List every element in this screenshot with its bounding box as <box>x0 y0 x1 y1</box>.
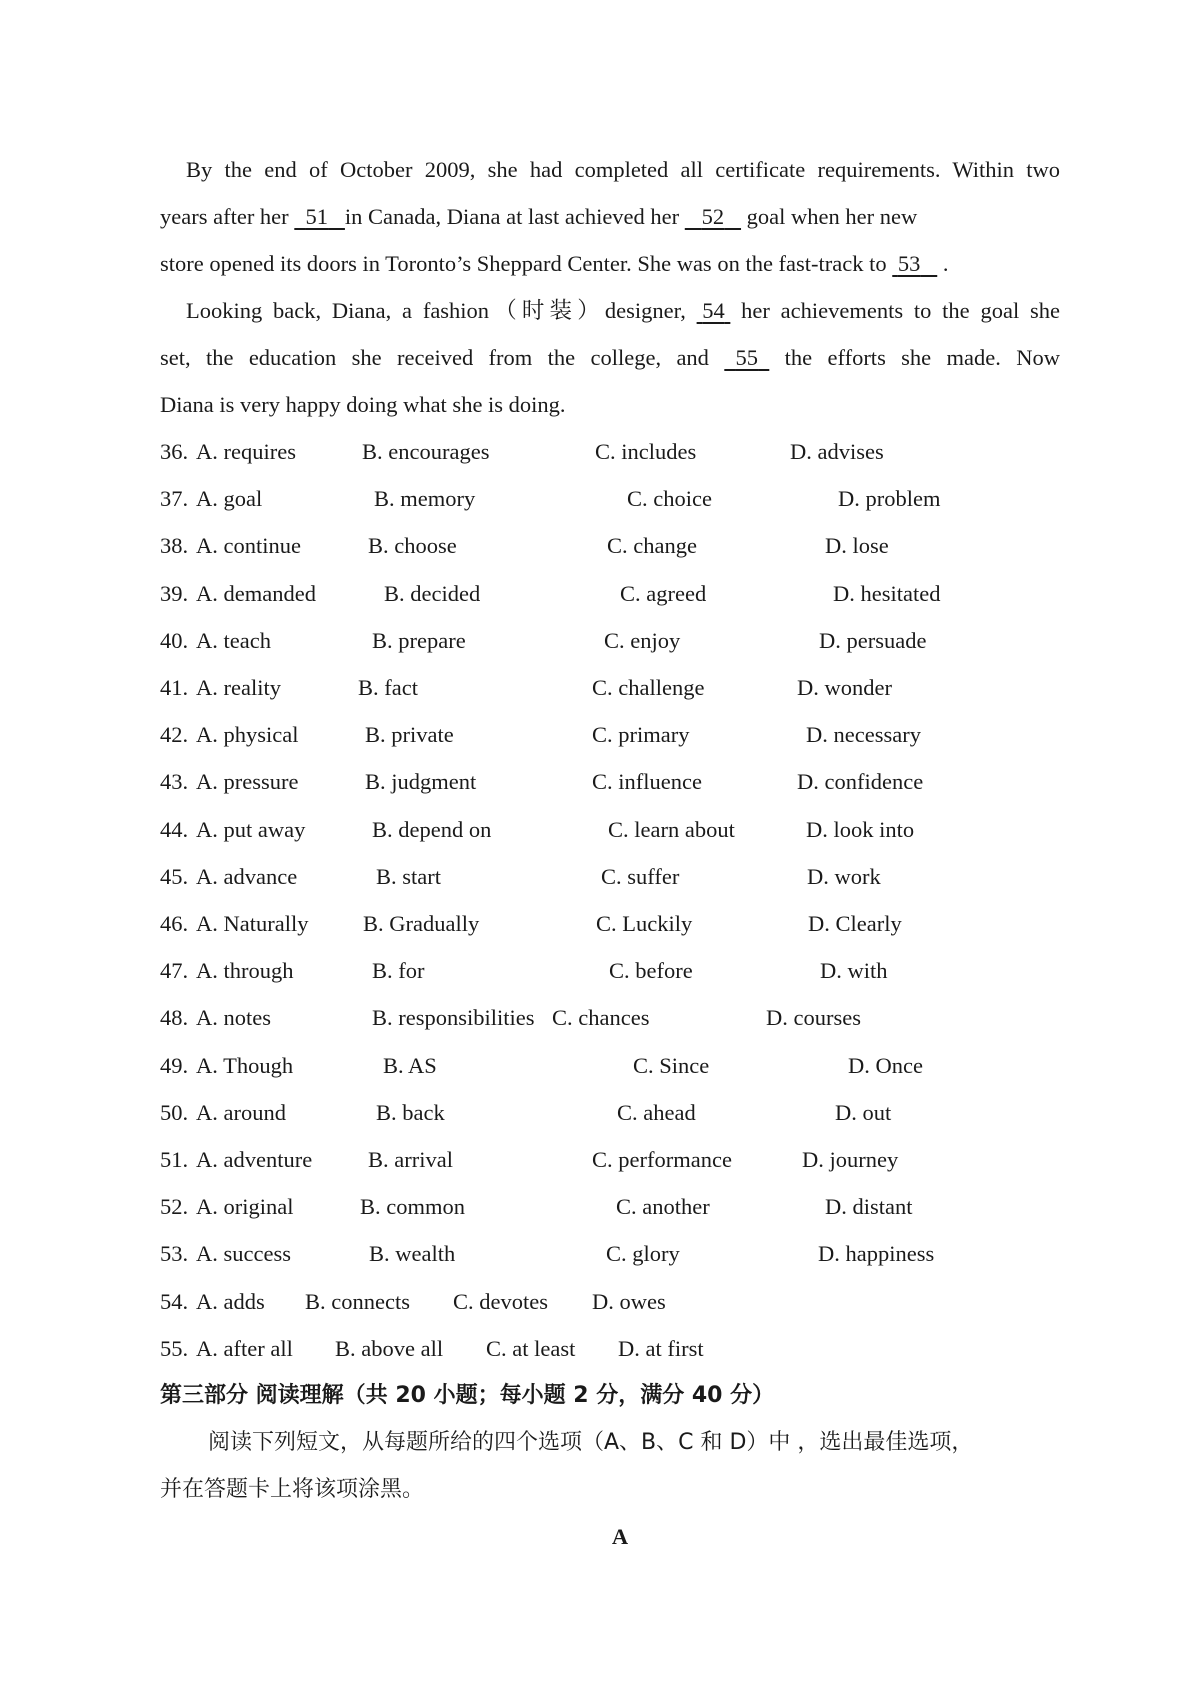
option-a: A. pressure <box>196 769 299 795</box>
question-number: 41. <box>160 675 189 700</box>
option-d: D. at first <box>618 1335 704 1361</box>
option-b: B. judgment <box>365 769 477 795</box>
option-c: C. enjoy <box>604 627 681 653</box>
option-a: A. notes <box>196 1005 271 1031</box>
passage-text: set, the education she received from the college, and <box>160 345 725 370</box>
option-a: A. original <box>196 1194 294 1220</box>
option-a: A. adventure <box>196 1147 313 1172</box>
option-c: C. challenge <box>592 675 705 700</box>
passage-line <box>160 155 1060 185</box>
blank-51 <box>294 202 345 232</box>
passage-line <box>160 390 1060 420</box>
option-a: A. success <box>196 1241 291 1267</box>
option-b: B. memory <box>374 486 476 512</box>
question-number: 49. <box>160 1052 189 1078</box>
option-d: D. with <box>820 958 888 984</box>
option-b: B. arrival <box>368 1147 453 1172</box>
option-c: C. ahead <box>617 1099 696 1125</box>
option-b: B. common <box>360 1194 465 1220</box>
option-c: C. includes <box>595 439 697 464</box>
option-d: D. hesitated <box>833 580 941 606</box>
instructions-line: 阅读下列短文，从每题所给的四个选项（A、B、C 和 D）中 ，选出最佳选项， <box>208 1430 974 1455</box>
option-b: B. private <box>365 722 454 748</box>
question-number: 52. <box>160 1194 189 1220</box>
option-b: B. prepare <box>372 627 466 653</box>
blank-number: 51 <box>305 204 329 229</box>
passage-text: store opened its doors in Toronto’s Sheppard Center. She was on the fast-track to <box>160 251 893 276</box>
option-d: D. owes <box>592 1288 666 1314</box>
option-c: C. influence <box>592 769 702 795</box>
option-c: C. at least <box>486 1335 576 1361</box>
passage-text: in Canada, Diana at last achieved her <box>344 204 685 229</box>
option-c: C. agreed <box>620 580 707 606</box>
option-b: B. encourages <box>362 439 490 464</box>
option-d: D. happiness <box>818 1241 935 1267</box>
option-d: D. persuade <box>819 627 927 653</box>
blank-number: 55 <box>735 345 759 370</box>
option-a: A. through <box>196 958 294 984</box>
option-b: B. depend on <box>372 816 492 842</box>
option-d: D. courses <box>766 1005 861 1031</box>
option-b: B. for <box>372 958 425 984</box>
question-number: 47. <box>160 958 189 984</box>
section-heading: 第三部分 阅读理解（共 20 小题；每小题 2 分，满分 40 分） <box>160 1383 775 1408</box>
question-number: 43. <box>160 769 189 795</box>
option-b: B. decided <box>384 580 481 606</box>
option-a: A. requires <box>196 439 296 464</box>
passage-text-cn: （时装） <box>489 298 605 324</box>
option-d: D. look into <box>806 816 915 842</box>
option-a: A. demanded <box>196 580 316 606</box>
question-number: 51. <box>160 1147 189 1172</box>
blank-number: 52 <box>701 204 725 229</box>
option-c: C. performance <box>592 1147 732 1172</box>
option-b: B. responsibilities <box>372 1005 535 1031</box>
option-a: A. goal <box>196 486 263 512</box>
blank-53 <box>892 249 937 279</box>
option-c: C. choice <box>627 486 712 512</box>
question-number: 55. <box>160 1335 189 1361</box>
option-b: B. Gradually <box>363 911 480 936</box>
option-c: C. change <box>607 533 697 559</box>
option-c: C. before <box>609 958 693 984</box>
passage-line <box>160 249 1060 279</box>
option-b: B. back <box>376 1099 445 1125</box>
option-b: B. fact <box>358 675 418 700</box>
option-b: B. start <box>376 863 441 889</box>
passage-line <box>160 343 1060 373</box>
option-a: A. Though <box>196 1052 294 1078</box>
option-d: D. Clearly <box>808 911 902 936</box>
blank-54 <box>697 296 731 326</box>
option-c: C. learn about <box>608 816 735 842</box>
option-a: A. teach <box>196 627 271 653</box>
blank-number: 53 <box>897 251 921 276</box>
option-d: D. out <box>835 1099 892 1125</box>
question-number: 54. <box>160 1288 189 1314</box>
question-number: 44. <box>160 816 189 842</box>
question-number: 37. <box>160 486 189 512</box>
option-c: C. another <box>616 1194 710 1220</box>
option-c: C. chances <box>552 1005 650 1031</box>
option-c: C. Since <box>633 1052 710 1078</box>
passage-line <box>160 296 1060 326</box>
blank-55 <box>724 343 769 373</box>
question-number: 36. <box>160 439 189 464</box>
option-d: D. Once <box>848 1052 923 1078</box>
option-d: D. problem <box>838 486 941 512</box>
passage-text: goal when her new <box>741 204 918 229</box>
question-number: 42. <box>160 722 189 748</box>
blank-number: 54 <box>702 298 725 323</box>
passage-text: Diana is very happy doing what she is doing. <box>160 392 566 417</box>
question-number: 39. <box>160 580 189 606</box>
passage-text: the efforts she made. Now <box>769 345 1060 370</box>
option-a: A. advance <box>196 863 298 889</box>
option-c: C. glory <box>606 1241 680 1267</box>
question-number: 40. <box>160 627 189 653</box>
passage-text: years after her <box>160 204 295 229</box>
option-b: B. wealth <box>369 1241 456 1267</box>
option-c: C. suffer <box>601 863 680 889</box>
option-c: C. primary <box>592 722 690 748</box>
option-a: A. physical <box>196 722 299 748</box>
passage-text: designer, <box>604 298 697 323</box>
instructions-line: 并在答题卡上将该项涂黑。 <box>160 1477 425 1502</box>
option-d: D. distant <box>825 1194 913 1220</box>
option-d: D. necessary <box>806 722 921 748</box>
option-a: A. Naturally <box>196 911 309 936</box>
option-a: A. adds <box>196 1288 265 1314</box>
option-c: C. Luckily <box>596 911 693 936</box>
option-b: B. above all <box>335 1335 444 1361</box>
option-a: A. put away <box>196 816 306 842</box>
question-number: 46. <box>160 911 189 936</box>
option-d: D. lose <box>825 533 889 559</box>
question-number: 50. <box>160 1099 189 1125</box>
blank-52 <box>685 202 741 232</box>
option-b: B. connects <box>305 1288 410 1314</box>
passage-text: . <box>937 251 949 276</box>
question-number: 48. <box>160 1005 189 1031</box>
option-d: D. work <box>807 863 881 889</box>
option-c: C. devotes <box>453 1288 548 1314</box>
option-d: D. journey <box>802 1147 899 1172</box>
passage-line <box>160 202 1060 232</box>
option-b: B. AS <box>383 1052 437 1078</box>
option-d: D. confidence <box>797 769 924 795</box>
option-a: A. around <box>196 1099 286 1125</box>
option-a: A. reality <box>196 675 281 700</box>
question-number: 38. <box>160 533 189 559</box>
passage-text: By the end of October 2009, she had completed all certificate requirements. Within two <box>186 157 1060 182</box>
passage-label: A <box>611 1524 629 1549</box>
option-a: A. continue <box>196 533 301 559</box>
option-b: B. choose <box>368 533 457 559</box>
option-d: D. wonder <box>797 675 892 700</box>
question-number: 53. <box>160 1241 189 1267</box>
question-number: 45. <box>160 863 189 889</box>
option-d: D. advises <box>790 439 884 464</box>
option-a: A. after all <box>196 1335 293 1361</box>
passage-text: Looking back, Diana, a fashion <box>186 298 490 323</box>
passage-text: her achievements to the goal she <box>730 298 1060 323</box>
